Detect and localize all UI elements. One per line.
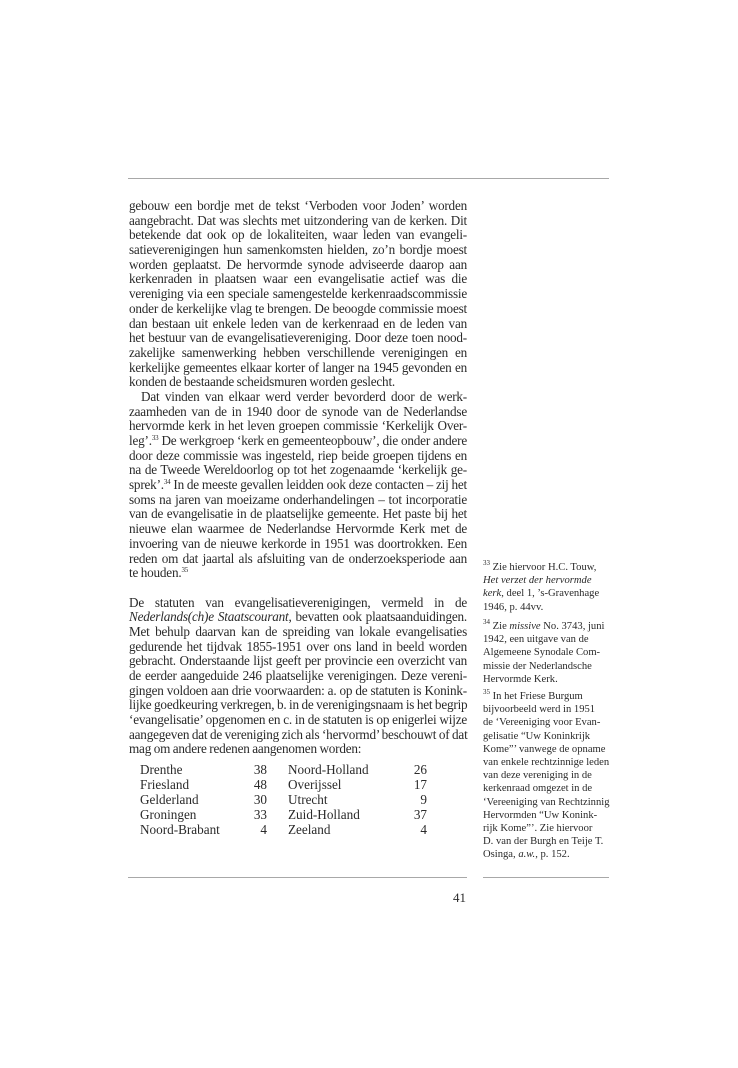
footnote-marker: 34 (483, 618, 490, 626)
footnote-marker: 35 (483, 688, 490, 696)
text-line: zakelijke samenwerking hebben verschillende verenigingen en (129, 344, 467, 360)
province-name: Utrecht (288, 792, 328, 807)
text-line: Dat vinden van elkaar werd verder bevorderd door de werk- (141, 388, 467, 404)
province-count: 4 (260, 822, 267, 837)
text-line: kerkelijke gemeentes elkaar korter of langer na 1945 gevonden en (129, 359, 467, 375)
text-line (483, 561, 613, 574)
text-line: invoering van de nieuwe kerkorde in 1951 was doortrokken. Een (129, 535, 467, 551)
text-line: De statuten van evangelisatieverenigingen, vermeld in de (129, 594, 467, 610)
province-count: 17 (413, 777, 427, 792)
table-row (140, 807, 427, 822)
text-run: sprek’. (129, 477, 164, 493)
paragraph (129, 596, 467, 758)
text-line (483, 848, 613, 861)
table-row (140, 777, 427, 792)
bottom-rule-notes (483, 877, 609, 878)
text-line (129, 566, 467, 581)
page-number: 41 (453, 890, 466, 905)
province-name: Zeeland (288, 822, 331, 837)
text-line: aangebracht. Dat was slechts met uitzondering van de kerken. Dit (129, 212, 467, 228)
text-line: dan bestaan uit enkele leden van de kerkenraad en de leden van (129, 315, 467, 331)
province-name: Noord-Brabant (140, 822, 220, 837)
italic-text: missive (509, 621, 541, 632)
footnote-34 (483, 620, 613, 686)
text-line: zaamheden van de in 1940 door de synode van de Nederlandse (129, 403, 467, 419)
text-run: In de meeste gevallen leidden ook deze contacten – zij het (170, 477, 467, 493)
province-count: 9 (420, 792, 427, 807)
text-line: gebracht. Onderstaande lijst geeft per provincie een overzicht van (129, 653, 467, 669)
text-line: Algemeene Synodale Com- (483, 647, 601, 659)
text-line: worden geplaatst. De hervormde synode adviseerde daarop aan (129, 256, 467, 272)
text-run: , bevatten ook plaatsaanduidingen. (288, 609, 467, 625)
province-name: Noord-Holland (288, 762, 369, 777)
province-table (140, 762, 427, 837)
paragraph-gap (129, 581, 467, 596)
province-count: 38 (253, 762, 267, 777)
italic-text: Het verzet der hervormde (483, 575, 592, 587)
text-line (483, 690, 613, 703)
text-run: , deel 1, ’s-Gravenhage (501, 588, 600, 600)
text-run: leg’. (129, 433, 152, 448)
text-line: satieverenigingen hun samenkomsten hielden, zo’n bordje moest (129, 242, 467, 258)
italic-text: kerk (483, 588, 502, 600)
province-count: 37 (413, 807, 427, 822)
province-name: Zuid-Holland (288, 807, 360, 822)
text-run: No. 3743, juni (540, 621, 605, 632)
text-line: Kome”’ vanwege de opname (483, 743, 606, 755)
footnote-marker: 34 (163, 478, 171, 487)
footnote-35 (483, 690, 613, 861)
text-line: bijvoorbeeld werd in 1951 (483, 704, 596, 716)
text-line: kerkenraad omgezet in de (483, 783, 593, 795)
text-line (483, 574, 613, 587)
text-line (129, 610, 467, 625)
italic-text: a.w. (518, 849, 536, 861)
text-line: Hervormde Kerk. (483, 673, 558, 685)
province-count: 26 (413, 762, 427, 777)
text-line: de eerder aangeduide 246 plaatselijke verenigingen. Deze vereni- (129, 668, 467, 683)
text-line: reden om dat jaartal als afsluiting van de onderzoeksperiode aan (129, 550, 467, 566)
text-run: De werkgroep ‘kerk en gemeenteopbouw’, die onder andere (158, 433, 467, 448)
province-count: 30 (253, 792, 267, 807)
text-run: Zie (490, 621, 510, 632)
italic-text: Nederlands(ch)e Staatscourant (129, 609, 289, 625)
text-line: door deze commissie was ingesteld, riep beide groepen tijdens en (129, 447, 467, 463)
text-line: konden de bestaande scheidsmuren worden geslecht. (129, 374, 396, 390)
text-line: kerkenraden in plaatsen waar een evangelisatie actief was die (129, 271, 467, 287)
bottom-rule-main (128, 877, 467, 878)
province-name: Gelderland (140, 792, 199, 807)
text-line: gedurende het tijdvak 1855-1951 over ons land in beeld worden (129, 638, 467, 654)
text-line (129, 478, 467, 493)
main-text (129, 199, 467, 757)
text-line: lijke goedkeuring verkregen, b. in de verenigingsnaam is het begrip (129, 697, 468, 713)
text-line: gebouw een bordje met de tekst ‘Verboden voor Joden’ worden (129, 198, 467, 213)
table-row (140, 792, 427, 807)
text-line: het bestuur van de evangelisatievereniging. Door deze toen nood- (129, 330, 467, 346)
province-count: 48 (253, 777, 267, 792)
paragraph (129, 199, 467, 390)
text-line: hervormde kerk in het leven groepen commissie ‘Kerkelijk Over- (129, 418, 467, 434)
text-line: mag om andere redenen aangenomen worden: (129, 741, 362, 757)
text-line: van deze vereniging in de (483, 770, 592, 782)
table-row (140, 822, 427, 837)
province-count: 33 (253, 807, 267, 822)
top-rule (128, 178, 609, 179)
province-name: Friesland (140, 777, 190, 792)
text-line: nieuwe elan waarmee de Nederlandse Hervormde Kerk met de (129, 521, 467, 537)
text-line: onder de kerkelijke vlag te brengen. De beoogde commissie moest (129, 300, 467, 316)
text-line: gelisatie “Uw Koninkrijk (483, 730, 591, 742)
text-line: Met behulp daarvan kan de spreiding van lokale evangelisaties (129, 623, 467, 639)
text-line: Hervormden “Uw Konink- (483, 809, 598, 821)
text-run: In het Friese Burgum (490, 691, 583, 702)
text-line: missie der Nederlandsche (483, 660, 592, 672)
text-line: na de Tweede Wereldoorlog op tot het zogenaamde ‘kerkelijk ge- (129, 462, 467, 478)
text-line: rijk Kome”’. Zie hiervoor (483, 822, 593, 834)
text-line: D. van der Burgh en Teije T. (483, 836, 604, 848)
text-line (483, 620, 613, 633)
text-line: vereniging via een speciale samengestelde kerkenraadscommissie (129, 286, 467, 302)
paragraph (129, 390, 467, 581)
text-line: ‘evangelisatie’ opgenomen en c. in de statuten is op enigerlei wijze (129, 712, 467, 728)
footnote-marker: 33 (483, 559, 490, 567)
text-line: aangegeven dat de vereniging zich als ‘hervormd’ beschouwt of dat (129, 726, 468, 742)
table-row (140, 762, 427, 777)
text-run: , p. 152. (535, 849, 570, 861)
province-name: Overijssel (288, 777, 342, 792)
text-line: gingen voldoen aan drie voorwaarden: a. op de statuten is Konink- (129, 682, 467, 698)
province-name: Groningen (140, 807, 197, 822)
text-line: 1946, p. 44vv. (483, 601, 544, 613)
text-run: te houden. (129, 565, 182, 581)
text-line: van de evangelisatie in de plaatselijke gemeente. Het paste bij het (129, 506, 467, 522)
footnote-marker: 35 (181, 566, 189, 575)
text-run: Osinga, (483, 849, 519, 861)
text-line: soms na jaren van moeizame onderhandelingen – tot incorporatie (129, 491, 467, 507)
footnote-33 (483, 561, 613, 614)
text-run: Zie hiervoor H.C. Touw, (490, 562, 597, 573)
footnote-marker: 33 (151, 434, 159, 442)
province-count: 4 (420, 822, 427, 837)
text-line: betekende dat ook op de lokaliteiten, waar leden van evangeli- (129, 227, 467, 243)
text-line (483, 587, 613, 600)
province-name: Drenthe (140, 762, 183, 777)
text-line (129, 434, 467, 449)
text-line: 1942, een uitgave van de (483, 634, 589, 646)
text-line: ‘Vereeniging van Rechtzinnig (483, 796, 610, 808)
text-line: de ‘Vereeniging voor Evan- (483, 717, 601, 729)
text-line: van enkele rechtzinnige leden (483, 756, 610, 768)
